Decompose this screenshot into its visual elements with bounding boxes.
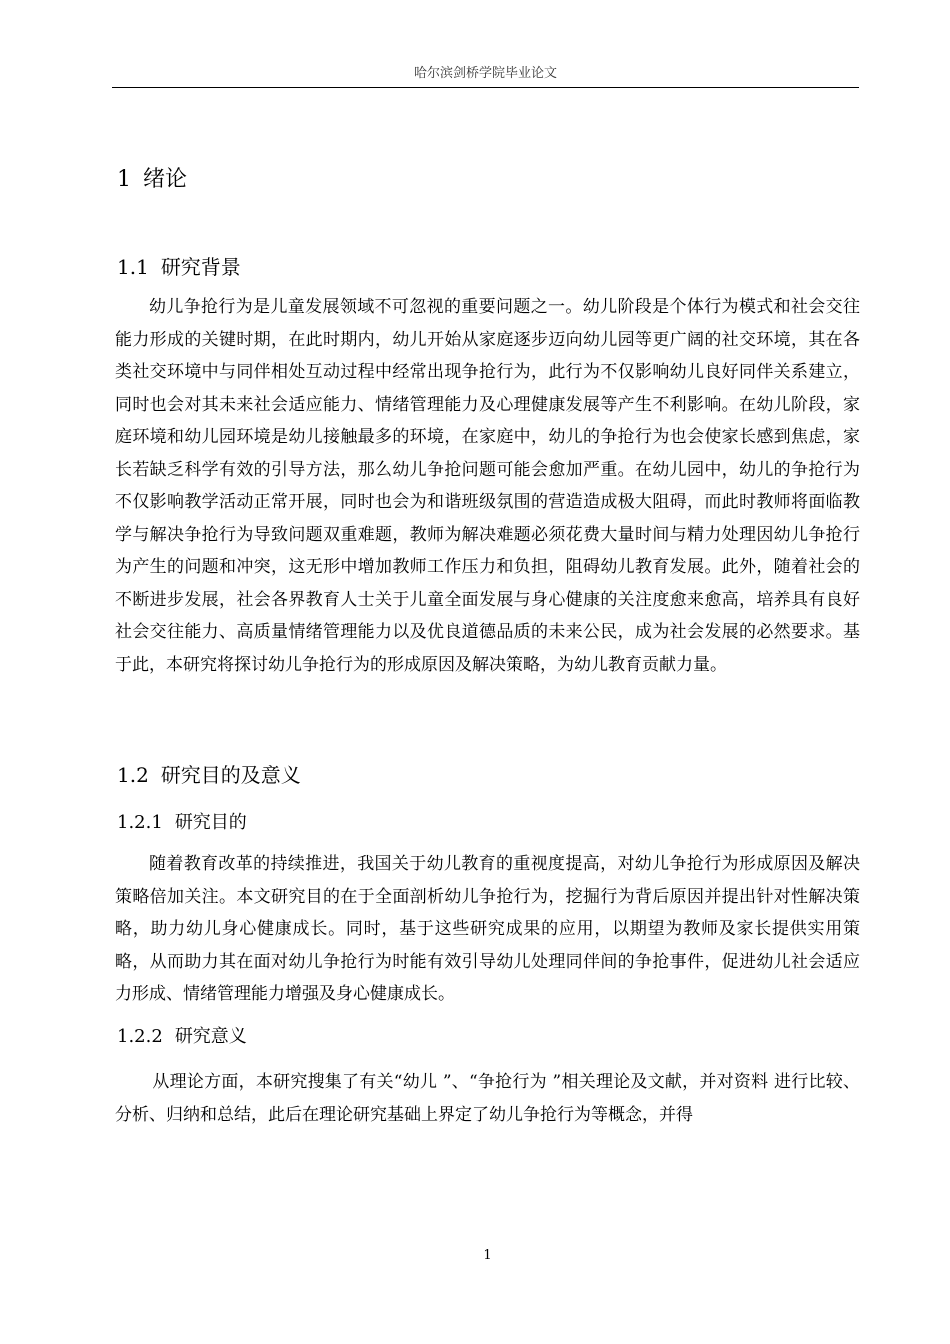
chapter-heading	[117, 162, 187, 193]
subsection-heading-significance	[117, 1022, 247, 1048]
chapter-number: 1	[117, 167, 131, 192]
subsection-title: 研究目的	[174, 812, 247, 833]
subsection-heading-purpose	[117, 808, 247, 834]
subsection-number: 1.2.2	[117, 1026, 163, 1047]
chapter-title: 绪论	[143, 167, 188, 192]
section-heading-background	[117, 251, 241, 280]
header-rule	[112, 87, 859, 88]
page-number: 1	[483, 1248, 492, 1263]
subsection-title: 研究意义	[174, 1026, 247, 1047]
background-paragraph: 幼儿争抢行为是儿童发展领域不可忽视的重要问题之一。幼儿阶段是个体行为模式和社会交往能力形成的关键时期，在此时期内，幼儿开始从家庭逐步迈向幼儿园等更广阔的社交环境，其在各类社交环境中与同伴相处互动过程中经常出现争抢行为，此行为不仅影响幼儿良好同伴关系建立，同时也会对其未来社会适应能力、情绪管理能力及心理健康发展等产生不利影响。在幼儿阶段，家庭环境和幼儿园环境是幼儿接触最多的环境，在家庭中，幼儿的争抢行为也会使家长感到焦虑，家长若缺乏科学有效的引导方法，那么幼儿争抢问题可能会愈加严重。在幼儿园中，幼儿的争抢行为不仅影响教学活动正常开展，同时也会为和谐班级氛围的营造造成极大阻碍，而此时教师将面临教学与解决争抢行为导致问题双重难题，教师为解决难题必须花费大量时间与精力处理因幼儿争抢行为产生的问题和冲突，这无形中增加教师工作压力和负担，阻碍幼儿教育发展。此外，随着社会的不断进步发展，社会各界教育人士关于儿童全面发展与身心健康的关注度愈来愈高，培养具有良好社会交往能力、高质量情绪管理能力以及优良道德品质的未来公民，成为社会发展的必然要求。基于此，本研究将探讨幼儿争抢行为的形成原因及解决策略，为幼儿教育贡献力量。	[115, 297, 860, 675]
significance-paragraph: 从理论方面，本研究搜集了有关“幼儿 ”、“争抢行为 ”相关理论及文献，并对资料 进行比较、分析、归纳和总结，此后在理论研究基础上界定了幼儿争抢行为等概念，并得	[115, 1072, 860, 1125]
running-header: 哈尔滨剑桥学院毕业论文	[413, 66, 557, 81]
section-heading-purpose-significance	[117, 759, 301, 788]
section-title: 研究目的及意义	[160, 763, 301, 787]
section-title: 研究背景	[160, 255, 241, 279]
section-number: 1.2	[117, 763, 149, 787]
subsection-number: 1.2.1	[117, 812, 163, 833]
purpose-paragraph: 随着教育改革的持续推进，我国关于幼儿教育的重视度提高，对幼儿争抢行为形成原因及解决策略倍加关注。本文研究目的在于全面剖析幼儿争抢行为，挖掘行为背后原因并提出针对性解决策略，助力幼儿身心健康成长。同时，基于这些研究成果的应用，以期望为教师及家长提供实用策略，从而助力其在面对幼儿争抢行为时能有效引导幼儿处理同伴间的争抢事件，促进幼儿社会适应力形成、情绪管理能力增强及身心健康成长。	[115, 854, 860, 1004]
section-number: 1.1	[117, 255, 149, 279]
